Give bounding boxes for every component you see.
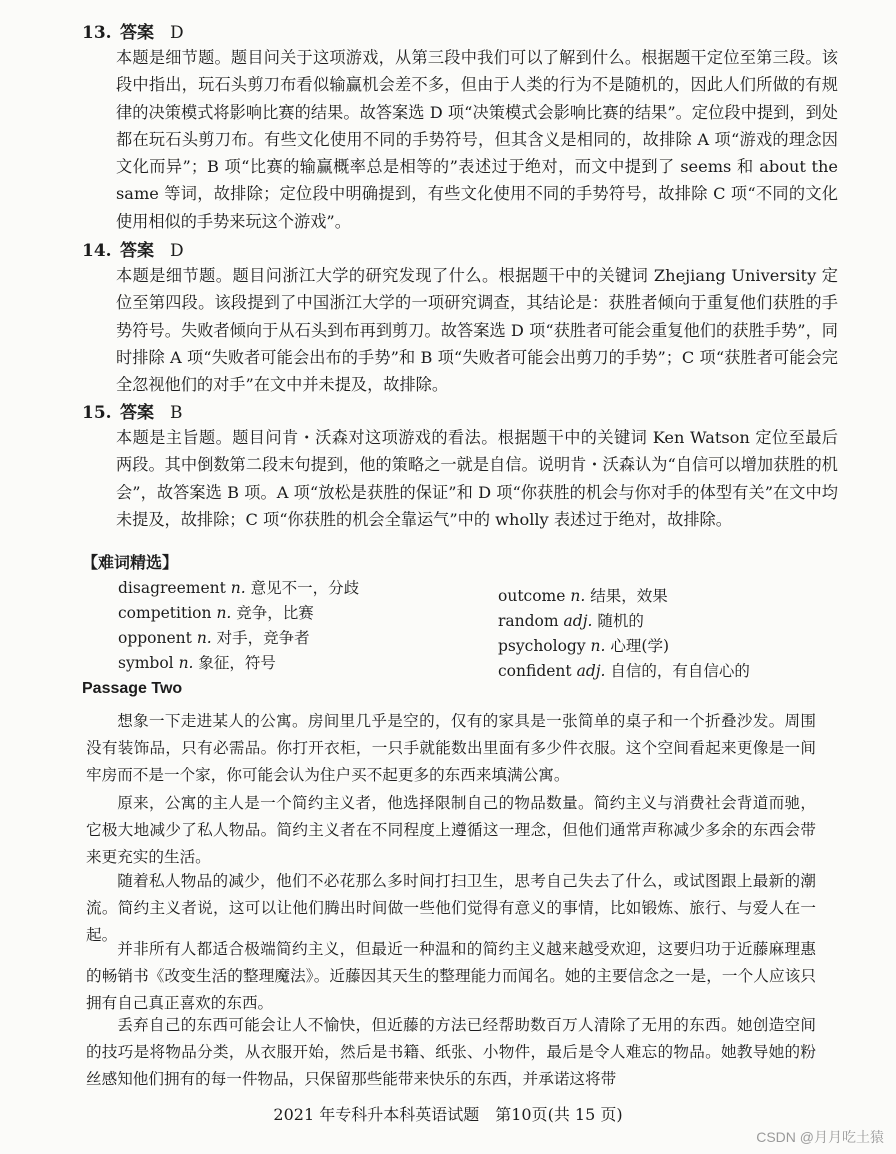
- vocab-item: disagreement n. 意见不一，分歧: [118, 579, 360, 597]
- vocab-item: random adj. 随机的: [498, 612, 644, 630]
- passage-paragraph: 原来，公寓的主人是一个简约主义者，他选择限制自己的物品数量。简约主义与消费社会背道而驰，它极大地减少了私人物品。简约主义者在不同程度上遵循这一理念，但他们通常声称减少多余的东西会带来更充实的生活。: [86, 794, 816, 867]
- vocab-left-column: [118, 576, 359, 676]
- vocab-item: psychology n. 心理(学): [498, 637, 670, 655]
- passage-paragraph: 随着私人物品的减少，他们不必花那么多时间打扫卫生，思考自己失去了什么，或试图跟上最新的潮流。简约主义者说，这可以让他们腾出时间做一些他们觉得有意义的事情，比如锻炼、旅行、与爱人在一起。: [86, 872, 816, 945]
- question-13-explanation: 本题是细节题。题目问关于这项游戏，从第三段中我们可以了解到什么。根据题干定位至第三段。该段中指出，玩石头剪刀布看似输赢机会差不多，但由于人类的行为不是随机的，因此人们所做的有规律的决策模式将影响比赛的结果。故答案选 D 项“决策模式会影响比赛的结果”。定位段中提到，到处都在玩石头剪刀布。有些文化使用不同的手势符号，但其含义是相同的，故排除 A 项“游戏的理念因文化而异”；B 项“比赛的输赢概率总是相等的”表述过于绝对，而文中提到了 seems 和 about the same 等词，故排除；定位段中明确提到，有些文化使用不同的手势符号，故排除 C 项“不同的文化使用相似的手势来玩这个游戏”。: [116, 48, 838, 231]
- answer-label: 答案: [120, 403, 154, 423]
- answer-letter: B: [170, 403, 183, 423]
- vocab-item: opponent n. 对手，竞争者: [118, 629, 310, 647]
- answer-letter: D: [170, 23, 184, 43]
- vocab-item: symbol n. 象征，符号: [118, 654, 276, 672]
- question-13-header: [82, 18, 184, 43]
- vocab-right-column: [498, 584, 750, 684]
- question-15-header: [82, 398, 183, 423]
- vocab-item: outcome n. 结果，效果: [498, 587, 668, 605]
- answer-label: 答案: [120, 241, 154, 261]
- question-number: 13.: [82, 23, 112, 43]
- passage-title: Passage Two: [82, 680, 183, 697]
- vocab-item: confident adj. 自信的，有自信心的: [498, 662, 750, 680]
- question-14-header: [82, 236, 184, 261]
- watermark: CSDN @月月吃土猿: [756, 1129, 884, 1145]
- question-number: 14.: [82, 241, 112, 261]
- passage-paragraph: 想象一下走进某人的公寓。房间里几乎是空的，仅有的家具是一张简单的桌子和一个折叠沙发。周围没有装饰品，只有必需品。你打开衣柜，一只手就能数出里面有多少件衣服。这个空间看起来更像是一间牢房而不是一个家，你可能会认为住户买不起更多的东西来填满公寓。: [86, 712, 816, 785]
- question-14-explanation: 本题是细节题。题目问浙江大学的研究发现了什么。根据题干中的关键词 Zhejiang University 定位至第四段。该段提到了中国浙江大学的一项研究调查，其结论是：获胜者倾向于重复他们获胜的手势符号。失败者倾向于从石头到布再到剪刀。故答案选 D 项“获胜者可能会重复他们的获胜手势”，同时排除 A 项“失败者可能会出布的手势”和 B 项“失败者可能会出剪刀的手势”；C 项“获胜者可能会完全忽视他们的对手”在文中并未提及，故排除。: [116, 266, 838, 395]
- passage-paragraph: 并非所有人都适合极端简约主义，但最近一种温和的简约主义越来越受欢迎，这要归功于近藤麻理惠的畅销书《改变生活的整理魔法》。近藤因其天生的整理能力而闻名。她的主要信念之一是，一个人应该只拥有自己真正喜欢的东西。: [86, 940, 816, 1013]
- passage-paragraph: 丢弃自己的东西可能会让人不愉快，但近藤的方法已经帮助数百万人清除了无用的东西。她创造空间的技巧是将物品分类，从衣服开始，然后是书籍、纸张、小物件，最后是令人难忘的物品。她教导她的粉丝感知他们拥有的每一件物品，只保留那些能带来快乐的东西，并承诺这将带: [86, 1016, 816, 1089]
- vocab-heading: 【难词精选】: [82, 553, 179, 572]
- question-15-explanation: 本题是主旨题。题目问肯・沃森对这项游戏的看法。根据题干中的关键词 Ken Watson 定位至最后两段。其中倒数第二段末句提到，他的策略之一就是自信。说明肯・沃森认为“自信可以增加获胜的机会”，故答案选 B 项。A 项“放松是获胜的保证”和 D 项“你获胜的机会与你对手的体型有关”在文中均未提及，故排除；C 项“你获胜的机会全靠运气”中的 wholly 表述过于绝对，故排除。: [116, 428, 838, 529]
- vocab-item: competition n. 竞争，比赛: [118, 604, 314, 622]
- answer-letter: D: [170, 241, 184, 261]
- page-footer: 2021 年专科升本科英语试题 第10页(共 15 页): [273, 1105, 623, 1124]
- question-number: 15.: [82, 403, 112, 423]
- answer-label: 答案: [120, 23, 154, 43]
